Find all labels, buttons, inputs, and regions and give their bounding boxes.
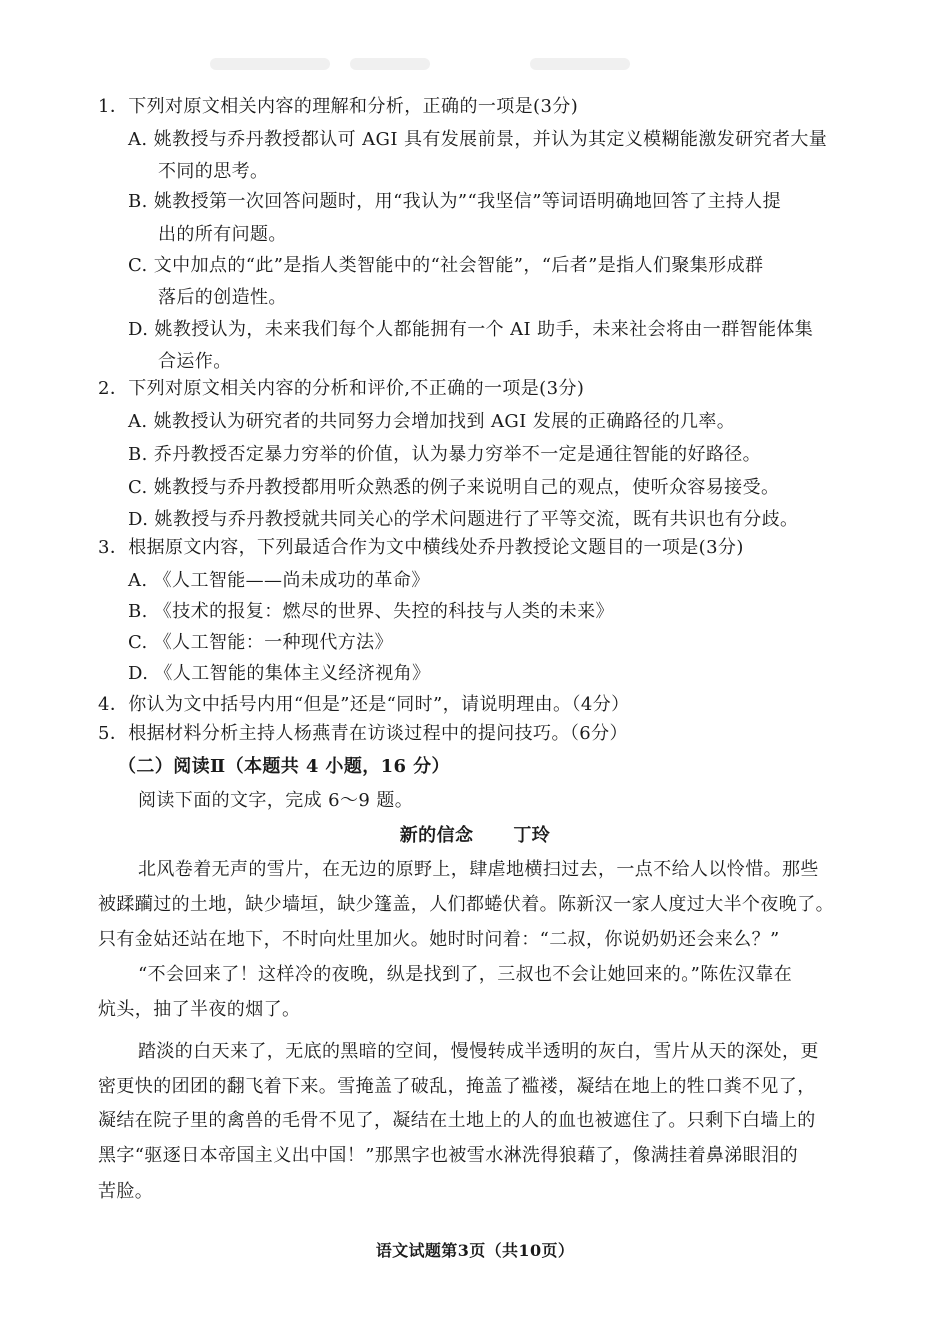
story-paragraph-1-line: 被蹂躏过的土地，缺少墙垣，缺少篷盖，人们都蜷伏着。陈新汉一家人度过大半个夜晚了。: [98, 894, 834, 915]
question-4: 4．你认为文中括号内用“但是”还是“同时”，请说明理由。（4分）: [98, 694, 630, 715]
question-1-stem: 1．下列对原文相关内容的理解和分析，正确的一项是(3分): [98, 96, 579, 117]
story-paragraph-3-line: 苦脸。: [98, 1181, 154, 1202]
story-paragraph-1-line: 北风卷着无声的雪片，在无边的原野上，肆虐地横扫过去，一点不给人以怜惜。那些: [138, 859, 819, 880]
question-1-option-d-cont: 合运作。: [158, 351, 232, 372]
story-title: 新的信念: [399, 825, 474, 846]
question-2-option-c: C. 姚教授与乔丹教授都用听众熟悉的例子来说明自己的观点，使听众容易接受。: [128, 477, 780, 498]
question-2-option-a: A. 姚教授认为研究者的共同努力会增加找到 AGI 发展的正确路径的几率。: [128, 411, 736, 432]
question-1-option-c: C. 文中加点的“此”是指人类智能中的“社会智能”，“后者”是指人们聚集形成群: [128, 255, 764, 276]
story-paragraph-1-line: 只有金姑还站在地下，不时向灶里加火。她时时问着：“二叔，你说奶奶还会来么？”: [98, 929, 780, 950]
page-footer: 语文试题第3页（共10页）: [375, 1241, 575, 1260]
story-paragraph-3-line: 密更快的团团的翻飞着下来。雪掩盖了破乱，掩盖了褴褛，凝结在地上的牲口粪不见了，: [98, 1076, 816, 1097]
question-1-option-c-cont: 落后的创造性。: [158, 287, 287, 308]
question-2-option-d: D. 姚教授与乔丹教授就共同关心的学术问题进行了平等交流，既有共识也有分歧。: [128, 509, 799, 530]
question-1-option-a: A. 姚教授与乔丹教授都认可 AGI 具有发展前景，并认为其定义模糊能激发研究者大量: [128, 129, 828, 150]
question-2-option-b: B. 乔丹教授否定暴力穷举的价值，认为暴力穷举不一定是通往智能的好路径。: [128, 444, 762, 465]
bleed-through-mark: [530, 58, 630, 70]
question-1-option-d: D. 姚教授认为，未来我们每个人都能拥有一个 AI 助手，未来社会将由一群智能体集: [128, 319, 814, 340]
bleed-through-mark: [350, 58, 430, 70]
story-author: 丁玲: [513, 825, 551, 846]
question-1-option-a-cont: 不同的思考。: [158, 161, 269, 182]
question-3-option-c: C. 《人工智能：一种现代方法》: [128, 632, 393, 653]
question-3-option-b: B. 《技术的报复：燃尽的世界、失控的科技与人类的未来》: [128, 601, 614, 622]
story-paragraph-2-line: 炕头，抽了半夜的烟了。: [98, 999, 301, 1020]
bleed-through-mark: [210, 58, 330, 70]
question-5: 5．根据材料分析主持人杨燕青在访谈过程中的提问技巧。（6分）: [98, 723, 628, 744]
story-paragraph-3-line: 凝结在院子里的禽兽的毛骨不见了，凝结在土地上的人的血也被遮住了。只剩下白墙上的: [98, 1110, 816, 1131]
question-2-stem: 2．下列对原文相关内容的分析和评价,不正确的一项是(3分): [98, 378, 585, 399]
section-heading: （二）阅读Ⅱ（本题共 4 小题，16 分）: [118, 756, 450, 777]
question-3-option-a: A. 《人工智能——尚未成功的革命》: [128, 570, 430, 591]
story-title-line: [0, 824, 950, 848]
question-3-option-d: D. 《人工智能的集体主义经济视角》: [128, 663, 431, 684]
section-instruction: 阅读下面的文字，完成 6～9 题。: [138, 790, 414, 811]
story-paragraph-2-line: “不会回来了！这样冷的夜晚，纵是找到了，三叔也不会让她回来的。”陈佐汉靠在: [138, 964, 793, 985]
story-paragraph-3-line: 黑字“驱逐日本帝国主义出中国！”那黑字也被雪水淋洗得狼藉了，像满挂着鼻涕眼泪的: [98, 1145, 799, 1166]
story-paragraph-3-line: 踏淡的白天来了，无底的黑暗的空间，慢慢转成半透明的灰白，雪片从天的深处，更: [138, 1041, 819, 1062]
question-1-option-b-cont: 出的所有问题。: [158, 224, 287, 245]
question-1-option-b: B. 姚教授第一次回答问题时，用“我认为”“我坚信”等词语明确地回答了主持人提: [128, 191, 782, 212]
question-3-stem: 3．根据原文内容，下列最适合作为文中横线处乔丹教授论文题目的一项是(3分): [98, 537, 744, 558]
